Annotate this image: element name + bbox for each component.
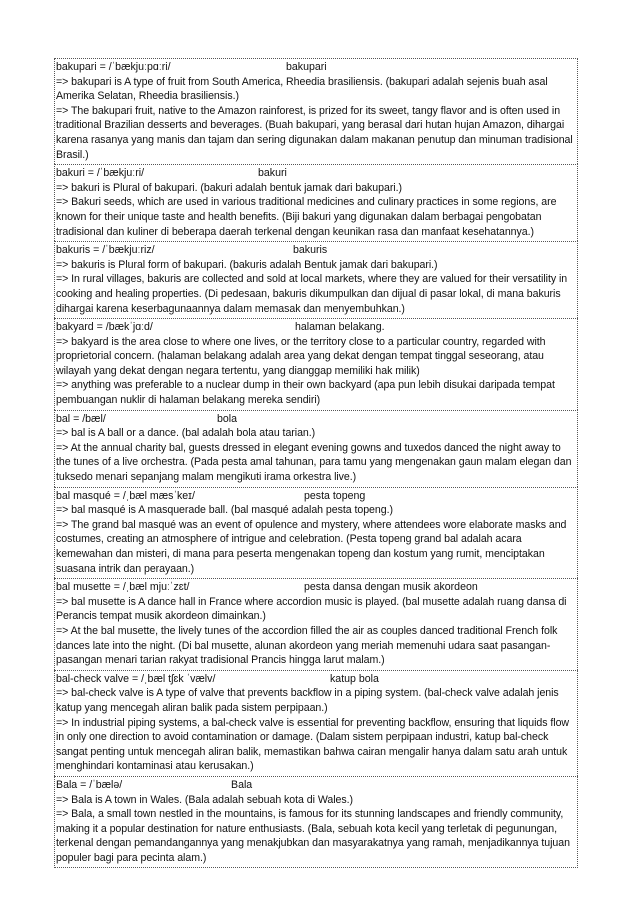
entry-example: => anything was preferable to a nuclear dump in their own backyard (apa pun lebih disukai daripada tempat pembuangan nuklir di halaman belakang mereka sendiri) — [56, 379, 555, 407]
dictionary-entry — [54, 58, 578, 164]
entry-head-row — [56, 580, 576, 595]
entry-definition: => bal musette is A dance hall in France where accordion music is played. (bal musette adalah ruang dansa di Perancis tempat musik akordeon dimainkan.) — [56, 595, 567, 623]
entry-definition: => bakupari is A type of fruit from South America, Rheedia brasiliensis. (bakupari adalah sejenis buah asal Amerika Selatan, Rheedia brasiliensis.) — [56, 75, 548, 103]
entry-example: => The grand bal masqué was an event of opulence and mystery, where attendees wore elaborate masks and costumes, creating an atmosphere of intrigue and celebration. (Pesta topeng grand bal adalah acara kemewahan dan misteri, di mana para peserta mengenakan topeng dan kostum yang rumit, menciptakan suasana intrik dan perayaan.) — [56, 518, 567, 575]
entry-definition: => bakuri is Plural of bakupari. (bakuri adalah bentuk jamak dari bakupari.) — [56, 181, 402, 194]
entry-translation: halaman belakang. — [295, 321, 385, 334]
dictionary-entry — [54, 410, 578, 487]
entry-headword: bakuri = /ˈbækjuːri/ — [56, 167, 145, 180]
entry-translation: bakupari — [286, 61, 327, 73]
entry-head-row — [56, 166, 576, 181]
dictionary-entry — [54, 776, 578, 869]
entry-definition: => Bala is A town in Wales. (Bala adalah sebuah kota di Wales.) — [56, 793, 353, 806]
dictionary-entry — [54, 578, 578, 670]
dictionary-page — [54, 58, 578, 868]
entry-translation: bakuri — [258, 167, 287, 180]
entry-definition: => bal-check valve is A type of valve that prevents backflow in a piping system. (bal-check valve adalah jenis katup yang mencegah aliran balik pada sistem perpipaan.) — [56, 687, 559, 714]
entry-headword: bakupari = /ˈbækjuːpɑːri/ — [56, 61, 171, 73]
entry-head-row — [56, 778, 576, 793]
entry-translation: bakuris — [293, 244, 328, 257]
entry-head-row — [56, 243, 576, 258]
entry-head-row — [56, 412, 576, 427]
entry-translation: Bala — [231, 778, 253, 791]
dictionary-entry — [54, 164, 578, 241]
entry-headword: bakuris = /ˈbækjuːriz/ — [56, 244, 155, 257]
entry-example: => At the bal musette, the lively tunes of the accordion filled the air as couples danced traditional French folk dances late into the night. (Di bal musette, alunan akordeon yang meriah memenuhi udara saat pasangan-pasangan menari tarian rakyat tradisional Prancis hingga larut malam.) — [56, 624, 558, 667]
entry-head-row — [56, 489, 576, 504]
entry-example: => In rural villages, bakuris are collected and sold at local markets, where they are valued for their versatility in cooking and healing properties. (Di pedesaan, bakuris dikumpulkan dan dijual di pasar lokal, di mana bakuris dihargai karena keserbagunaannya dalam memasak dan menyembuhkan.) — [56, 273, 568, 315]
entry-example: => At the annual charity bal, guests dressed in elegant evening gowns and tuxedos danced the night away to the tunes of a live orchestra. (Pada pesta amal tahunan, para tamu yang mengenakan gaun malam elegan dan tuksedo menari sepanjang malam mengikuti irama orkestra live.) — [56, 441, 572, 484]
entry-translation: pesta topeng — [304, 489, 366, 502]
entry-head-row — [56, 672, 576, 687]
entry-translation: katup bola — [330, 672, 379, 685]
entry-headword: bal masqué = /ˌbæl mæsˈkeɪ/ — [56, 489, 195, 502]
entry-example: => Bakuri seeds, which are used in various traditional medicines and culinary practices in some regions, are known for their unique taste and health benefits. (Biji bakuri yang digunakan dalam berbagai pengobatan tradisional dan kuliner di beberapa daerah terkenal dengan keunikan rasa dan manfaat kesehatannya.) — [56, 196, 557, 238]
entry-head-row — [56, 320, 576, 335]
dictionary-entry — [54, 487, 578, 579]
entry-example: => In industrial piping systems, a bal-check valve is essential for preventing backflow, ensuring that liquids flow in only one direction to avoid contamination or damage. (Dalam sistem perpipaan industri, katup bal-check sangat penting untuk mencegah aliran balik, memastikan bahwa cairan mengalir hanya dalam satu arah untuk menghindari kontaminasi atau kerusakan.) — [56, 716, 570, 773]
entry-headword: bal musette = /ˌbæl mjuːˈzɛt/ — [56, 581, 190, 594]
entry-headword: bal-check valve = /ˌbæl tʃɛk ˈvælv/ — [56, 672, 216, 685]
entry-headword: Bala = /ˈbælə/ — [56, 778, 123, 791]
entry-example: => Bala, a small town nestled in the mountains, is famous for its stunning landscapes and friendly community, making it a popular destination for nature enthusiasts. (Bala, sebuah kota kecil yang terletak di pegunungan, terkenal dengan pemandangannya yang menakjubkan dan masyarakatnya yang ramah, menjadikannya tujuan populer bagi para pecinta alam.) — [56, 808, 570, 864]
entry-head-row — [56, 60, 576, 75]
entry-translation: bola — [217, 412, 238, 425]
dictionary-entry — [54, 318, 578, 410]
entry-headword: bakyard = /bækˈjɑːd/ — [56, 321, 153, 334]
entry-definition: => bakyard is the area close to where one lives, or the territory close to a particular country, regarded with proprietorial concern. (halaman belakang adalah area yang dekat dengan tempat tinggal seseorang, atau wilayah yang dekat dengan negara tertentu, yang dianggap memiliki hak milik) — [56, 335, 546, 377]
entry-definition: => bal is A ball or a dance. (bal adalah bola atau tarian.) — [56, 427, 316, 440]
entry-headword: bal = /bæl/ — [56, 412, 106, 425]
entry-example: => The bakupari fruit, native to the Amazon rainforest, is prized for its sweet, tangy flavor and is often used in traditional Brazilian desserts and beverages. (Buah bakupari, yang berasal dari hutan hujan Amazon, dihargai karena rasanya yang manis dan tajam dan sering digunakan dalam makanan penutup dan minuman tradisional Brasil.) — [56, 104, 573, 161]
entry-definition: => bakuris is Plural form of bakupari. (bakuris adalah Bentuk jamak dari bakupari.) — [56, 258, 438, 271]
entry-definition: => bal masqué is A masquerade ball. (bal masqué adalah pesta topeng.) — [56, 504, 393, 517]
dictionary-entry — [54, 670, 578, 776]
entry-translation: pesta dansa dengan musik akordeon — [304, 581, 478, 594]
dictionary-entry — [54, 241, 578, 318]
